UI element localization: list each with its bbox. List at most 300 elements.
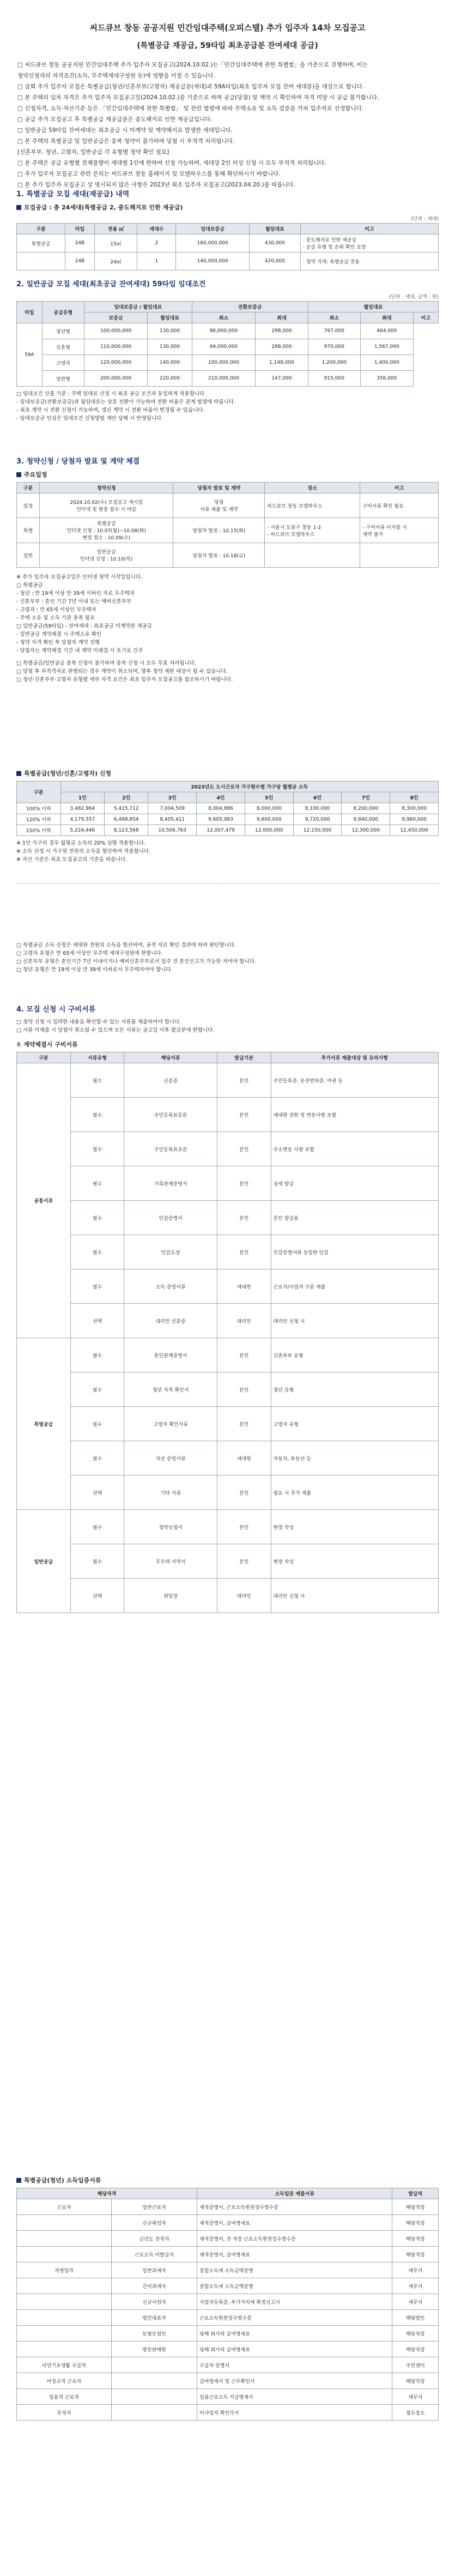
- type-cell: 59A: [17, 323, 43, 387]
- col-header: 최소: [192, 312, 256, 323]
- table-cell: 세대원: [217, 1441, 271, 1476]
- table-row: [17, 323, 439, 339]
- table-row: [17, 1441, 439, 1476]
- table-cell: 9,720,000: [293, 814, 342, 825]
- note-line: □ 일반공급(59타입) - 잔여세대 : 최초공급 미계약분 재공급: [16, 623, 152, 629]
- table-cell: 1,200,000: [308, 355, 360, 371]
- table-cell: 주소변동 사항 포함: [271, 1132, 438, 1166]
- group-cell: 일반공급: [17, 1510, 71, 1613]
- table-cell: 120% 이하: [17, 814, 61, 825]
- intro-notes: [0, 51, 455, 188]
- intro-line: □ 공급 추가 모집공고 후 특별공급 재공급분은 중도해지로 인한 재공급입니다.: [17, 116, 213, 123]
- table-cell: 인감도장: [124, 1235, 217, 1269]
- table-cell: 당첨자 발표 : 10.15(화): [173, 518, 265, 543]
- table-row: [17, 825, 439, 836]
- square-bullet-icon: [16, 205, 21, 210]
- page-subtitle: (특별공급 재공급, 59타입 최초공급분 잔여세대 공급): [137, 41, 318, 50]
- table-cell: 본인: [217, 1098, 271, 1132]
- table-row: [17, 1407, 439, 1441]
- table-cell: 청년형: [42, 323, 84, 339]
- square-bullet-icon: [16, 472, 21, 477]
- table-cell: 210,000,000: [192, 371, 256, 387]
- table-cell: 필수: [70, 1063, 124, 1098]
- note-line: - 신혼부부 : 혼인 기간 7년 이내 또는 예비신혼부부: [16, 599, 132, 605]
- col-header: 해당자격: [17, 2188, 197, 2199]
- table-cell: 767,000: [308, 323, 360, 339]
- table-row: [17, 2278, 439, 2294]
- table-cell: 8,100,000: [293, 803, 342, 814]
- table-row: [17, 1544, 439, 1579]
- table-cell: [111, 2405, 197, 2421]
- intro-line: □ 본 주택의 특별공급 및 일반공급은 중복 청약이 불가하며 당첨 시 부적격 처리됩니다.: [17, 138, 235, 145]
- table-row: [17, 1338, 439, 1373]
- table-cell: 종합소득세 소득금액증명: [197, 2278, 392, 2294]
- table-cell: 수급자 증명서: [197, 2357, 392, 2373]
- table-cell: 청년 유형: [271, 1373, 438, 1407]
- unit-label: (단위 : 세대, 금액 : 원): [389, 294, 439, 300]
- col-header: 구분: [17, 224, 65, 234]
- table-cell: 8,200,000: [342, 803, 390, 814]
- table-row: [17, 2357, 439, 2373]
- table-cell: 일용근로소득 지급명세서: [197, 2389, 392, 2405]
- divider: [16, 883, 439, 884]
- table-cell: 필수: [70, 1132, 124, 1166]
- table-cell: 세무서: [392, 2294, 439, 2310]
- col-header: 6인: [293, 792, 342, 803]
- col-header: 서류유형: [70, 1052, 124, 1063]
- table-cell: [17, 2326, 112, 2342]
- table-cell: 일반: [17, 543, 40, 568]
- note-line: ※ 1인 가구의 경우 월평균 소득의 20% 상향 적용합니다.: [16, 840, 145, 846]
- table-cell: 100% 이하: [17, 803, 61, 814]
- table-row: [17, 2373, 439, 2389]
- note-line: □ 특별공급/일반공급 중복 신청이 불가하며 중복 신청 시 모두 무효 처리됩니다.: [16, 660, 196, 666]
- table-cell: [111, 2357, 197, 2373]
- note-line: □ 특별공급: [16, 582, 43, 588]
- table-cell: 본인: [217, 1544, 271, 1579]
- table-cell: [265, 543, 360, 568]
- schedule-notes-2: [16, 659, 439, 684]
- table-cell: 접수장소: [392, 2405, 439, 2421]
- table-cell: 필수: [70, 1235, 124, 1269]
- table-cell: 일용직 근로자: [17, 2389, 112, 2405]
- table-row: [17, 2294, 439, 2310]
- unit-label: (단위 : 세대): [411, 216, 439, 222]
- table-cell: 신규취업자: [111, 2215, 197, 2231]
- square-bullet-icon: [16, 771, 21, 776]
- sublabel-text: 특별공급(청년) 소득입증서류: [24, 2177, 101, 2184]
- schedule-notes: [16, 573, 439, 655]
- table-cell: 해당직장: [392, 2247, 439, 2262]
- table-cell: 288,000: [256, 339, 308, 355]
- section-documents: [16, 1003, 439, 1613]
- table-row: [17, 2342, 439, 2357]
- table-row: [17, 1132, 439, 1166]
- table-cell: 1: [137, 252, 176, 270]
- col-header: 타입: [65, 224, 94, 234]
- table-cell: 200,000,000: [84, 371, 148, 387]
- square-bullet-icon: [16, 2178, 21, 2183]
- table-cell: 급여명세서 및 근무확인서: [197, 2373, 392, 2389]
- table-cell: 147,000: [256, 371, 308, 387]
- table-cell: 8,123,568: [105, 825, 148, 836]
- table-cell: 대리인 신분증: [124, 1304, 217, 1338]
- table-row: [17, 543, 439, 568]
- table-caption: 2023년도 도시근로자 가구원수별 가구당 월평균 소득: [60, 781, 438, 792]
- table-cell: 9,840,000: [342, 814, 390, 825]
- page-title: 씨드큐브 창동 공공지원 민간임대주택(오피스텔) 추가 입주자 14차 모집공고: [89, 23, 366, 33]
- table-cell: 필수: [70, 1544, 124, 1579]
- col-header: 최대: [361, 312, 413, 323]
- section-income-criteria: [16, 769, 439, 864]
- note-line: □ 고령자 유형은 만 65세 이상인 무주택 세대구성원에 한합니다.: [16, 950, 163, 956]
- group-cell: 특별공급: [17, 1338, 71, 1510]
- section-sublabel: [16, 203, 439, 212]
- table-cell: 일정: [17, 493, 40, 518]
- table-cell: 8,004,986: [197, 803, 245, 814]
- section-title: 3. 청약신청 / 당첨자 발표 및 계약 체결: [16, 458, 140, 466]
- table-cell: 위임장: [124, 1579, 217, 1613]
- table-cell: 12,450,000: [390, 825, 439, 836]
- table-cell: 464,000: [361, 323, 413, 339]
- table-cell: 인감증명서: [124, 1201, 217, 1235]
- table-cell: 세무서: [392, 2262, 439, 2278]
- intro-line: □ 본 추가 입주자 모집공고 상 명시되지 않은 사항은 2023년 최초 입주자 모집공고(2023.04.20.)를 따릅니다.: [17, 182, 296, 188]
- table-row: [17, 1476, 439, 1510]
- section-special-supply: [16, 188, 439, 270]
- table-cell: 356,000: [361, 371, 413, 387]
- table-cell: 해당직장: [392, 2231, 439, 2247]
- table-cell: 무주택 서약서: [124, 1544, 217, 1579]
- section-sublabel: [16, 769, 439, 778]
- intro-line: □ 신청자격, 소득·자산기준 등은 「민간임대주택에 관한 특별법」 및 관련 법령에 따라 주택소유 및 소득 검증을 거쳐 입주자로 선정합니다.: [17, 105, 364, 112]
- col-header: 발급기준: [217, 1052, 271, 1063]
- table-cell: - 구비서류 미지참 시 계약 불가: [360, 518, 439, 543]
- intro-line: □ 일반공급 59타입 잔여세대는 최초공급 시 미계약 및 계약해지로 발생한 세대입니다.: [17, 127, 233, 134]
- table-row: [17, 1063, 439, 1098]
- intro-line: □ 씨드큐브 창동 공공지원 민간임대주택 추가 입주자 모집공고(2024.10.02.)는「민간임대주택에 관한 특별법」을 기준으로 진행하며, 이는: [17, 62, 368, 68]
- table-cell: 15㎡: [94, 234, 137, 252]
- col-header: 7인: [342, 792, 390, 803]
- table-cell: · 중도해지로 인한 재공급 · 공급 유형 및 순위 확인 요망: [300, 234, 438, 252]
- table-cell: 현장 작성: [271, 1544, 438, 1579]
- intro-line: 청약신청자의 자격조건(소득, 무주택세대구성원 등)에 영향을 미칠 수 있습니다.: [17, 73, 215, 79]
- table-cell: 재직증명서, 근로소득원천징수영수증: [197, 2199, 392, 2215]
- note-line: □ 청년 유형은 만 19세 이상 만 39세 이하로서 무주택자여야 합니다.: [16, 967, 173, 973]
- note-line: - 청약 자격 확인 후 당첨자 계약 진행: [16, 640, 100, 646]
- table-cell: 필수: [70, 1098, 124, 1132]
- col-header: 3인: [148, 792, 197, 803]
- table-cell: 필수: [70, 1201, 124, 1235]
- table-cell: 비사업자 확인각서: [197, 2405, 392, 2421]
- table-cell: 220,000: [148, 371, 192, 387]
- table-cell: 8,405,411: [148, 814, 197, 825]
- table-cell: 430,000: [249, 234, 300, 252]
- col-header: 구분: [17, 483, 40, 493]
- intro-line: □ 본 주택의 임차 자격은 추가 입주자 모집공고일(2024.10.02.)을 기준으로 하며 공급(당첨) 및 계약 시 확인하여 자격 미달 시 공급 불가합니다.: [17, 94, 379, 101]
- table-row: [17, 2310, 439, 2326]
- table-row: [17, 2262, 439, 2278]
- sublabel-text: 주요일정: [24, 471, 47, 478]
- table-cell: 해당직장: [392, 2373, 439, 2389]
- table-cell: 본인: [217, 1510, 271, 1544]
- table-row: [17, 2215, 439, 2231]
- section-income-rules: [16, 938, 439, 974]
- table-cell: 비정규직 근로자: [17, 2373, 112, 2389]
- table-cell: 재직증명서, 급여명세표: [197, 2247, 392, 2262]
- group-cell: 공통서류: [17, 1063, 71, 1338]
- table-cell: 신혼형: [42, 339, 84, 355]
- table-cell: 종합소득세 소득금액증명: [197, 2262, 392, 2278]
- table-row: [17, 339, 439, 355]
- table-cell: 필수: [70, 1166, 124, 1201]
- table-cell: 해당직장: [392, 2342, 439, 2357]
- table-cell: 고령자 유형: [271, 1407, 438, 1441]
- table-row: [17, 814, 439, 825]
- intro-line: □ 추가 입주자 모집공고 관련 문의는 씨드큐브 창동 홈페이지 및 모델하우스를 통해 확인하시기 바랍니다.: [17, 171, 281, 177]
- col-header: 보증금: [84, 312, 148, 323]
- col-header: 8인: [390, 792, 439, 803]
- table-cell: 130,000: [148, 339, 192, 355]
- table-cell: 해당직장: [392, 2215, 439, 2231]
- table-cell: 현장 작성: [271, 1510, 438, 1544]
- col-header: 공급유형: [42, 302, 84, 323]
- note-line: - 당첨자는 계약체결 기간 내 계약 미체결 시 포기로 간주: [16, 648, 143, 654]
- table-cell: 선택: [70, 1579, 124, 1613]
- table-cell: 160,000,000: [176, 234, 250, 252]
- table-cell: · 청약 자격: 특별공급 전용: [300, 252, 438, 270]
- note-line: - 일반공급 계약체결 시 주택소유 확인: [16, 631, 102, 637]
- section-sublabel: [16, 470, 439, 479]
- col-header: 1인: [60, 792, 104, 803]
- table-cell: 6,498,854: [105, 814, 148, 825]
- income-table: [16, 781, 439, 836]
- table-cell: 본인: [217, 1476, 271, 1510]
- table-cell: 본인: [217, 1201, 271, 1235]
- table-cell: 기타 서류: [124, 1476, 217, 1510]
- note-line: - 최초 계약 시 전환 신청이 가능하며, 갱신 계약 시 전환 비율이 변경될 수 있습니다.: [16, 407, 205, 413]
- table-cell: 특별: [17, 518, 40, 543]
- table-cell: 본인 발급용: [271, 1201, 438, 1235]
- table-cell: 100,000,000: [192, 355, 256, 371]
- table-cell: 신혼부부 유형: [271, 1338, 438, 1373]
- table-cell: 근로소득원천징수영수증: [197, 2310, 392, 2326]
- table-cell: 국민기초생활 수급자: [17, 2357, 112, 2373]
- table-cell: 주민등록표초본: [124, 1132, 217, 1166]
- table-row: [17, 2405, 439, 2421]
- table-row: [17, 2326, 439, 2342]
- sublabel-text: 모집공급 : 총 24세대(특별공급 2, 중도해지로 인한 재공급): [24, 204, 183, 211]
- table-cell: 고령자: [42, 355, 84, 371]
- col-header: 전용 ㎡: [94, 224, 137, 234]
- table-cell: 1,567,000: [361, 339, 413, 355]
- table-cell: 근로자/사업자 구분 제출: [271, 1269, 438, 1304]
- table-row: [17, 2389, 439, 2405]
- col-header: 최대: [256, 312, 308, 323]
- col-header: 해당서류: [124, 1052, 217, 1063]
- table-cell: 당해 회사의 급여명세표: [197, 2326, 392, 2342]
- table-cell: 재직증명서, 전 직장 근로소득원천징수영수증: [197, 2231, 392, 2247]
- table-cell: 110,000,000: [84, 339, 148, 355]
- table-cell: [17, 252, 65, 270]
- table-cell: 방문판매원: [111, 2342, 197, 2357]
- table-cell: 970,000: [308, 339, 360, 355]
- table-cell: 구비서류 확인 필요: [360, 493, 439, 518]
- table-cell: 해당법인: [392, 2310, 439, 2326]
- intro-line: [신혼부부, 청년, 고령자, 일반공급 각 유형별 청약 확인 필요]: [17, 149, 169, 155]
- schedule-table: [16, 482, 439, 568]
- col-header: 당첨자 발표 및 계약: [173, 483, 265, 493]
- table-row: [17, 2199, 439, 2215]
- table-cell: 자산 증빙서류: [124, 1441, 217, 1476]
- table-cell: 청약신청서: [124, 1510, 217, 1544]
- table-cell: 5,224,446: [60, 825, 104, 836]
- table-row: [17, 1304, 439, 1338]
- note-line: □ 청약 신청 시 입력한 내용을 확인할 수 있는 서류를 제출하여야 합니다.: [16, 1019, 181, 1025]
- table-cell: 당해 회사의 급여명세표: [197, 2342, 392, 2357]
- section-title: 4. 모집 신청 시 구비서류: [16, 1006, 96, 1014]
- col-header: 세대수: [137, 224, 176, 234]
- table-cell: 140,000: [148, 355, 192, 371]
- table-cell: [17, 2310, 112, 2326]
- table-cell: [17, 2278, 112, 2294]
- table-cell: 무직자: [17, 2405, 112, 2421]
- table-cell: 일반공급 인터넷 신청 : 10.10(목): [39, 543, 173, 568]
- sublabel-text: 특별공급(청년/신혼/고령자) 신청: [24, 770, 112, 777]
- table-cell: 필수: [70, 1373, 124, 1407]
- table-cell: 신분증: [124, 1063, 217, 1098]
- table-cell: 보험모집인: [111, 2326, 197, 2342]
- table-cell: 본인: [217, 1063, 271, 1098]
- note-line: - 임대보증금 인상은 임대조건 신청방법 재안 당해 시 반영됩니다.: [16, 416, 163, 422]
- table-cell: 130,000: [148, 323, 192, 339]
- table-cell: 대리인 신청 시: [271, 1579, 438, 1613]
- table-row: [17, 371, 439, 387]
- table-cell: 420,000: [249, 252, 300, 270]
- table-cell: 법인대표자: [111, 2310, 197, 2326]
- table-row: [17, 518, 439, 543]
- col-header: 구분: [17, 781, 61, 803]
- table-cell: [17, 2215, 112, 2231]
- table-row: [17, 1269, 439, 1304]
- table-row: [17, 1235, 439, 1269]
- table-cell: - 서울시 도봉구 창동 1-2 - 씨드큐브 모델하우스: [265, 518, 360, 543]
- section-general-supply: [16, 278, 439, 423]
- table-row: [17, 1201, 439, 1235]
- table-row: [17, 2247, 439, 2262]
- table-cell: 세대원: [217, 1269, 271, 1304]
- table-cell: 선택: [70, 1476, 124, 1510]
- col-header: 월임대료: [148, 312, 192, 323]
- col-header: 4인: [197, 792, 245, 803]
- table-cell: 본인: [217, 1235, 271, 1269]
- table-cell: 필수: [70, 1407, 124, 1441]
- income-rules-notes: [16, 941, 439, 974]
- table-cell: 청년 자격 확인서: [124, 1373, 217, 1407]
- table-cell: 24㎡: [94, 252, 137, 270]
- table-cell: 본인: [217, 1407, 271, 1441]
- table-cell: 대리인 신청 시: [271, 1304, 438, 1338]
- table-row: [17, 1098, 439, 1132]
- table-cell: [17, 2342, 112, 2357]
- table-row: [17, 803, 439, 814]
- table-cell: 상세 발급: [271, 1166, 438, 1201]
- table-cell: 해당직장: [392, 2199, 439, 2215]
- col-group-header: 전환보증금: [192, 302, 308, 312]
- table-cell: 1,148,000: [256, 355, 308, 371]
- table-cell: 사업자등록증, 부가가치세 확정신고서: [197, 2294, 392, 2310]
- table-row: [17, 493, 439, 518]
- table-cell: 씨드큐브 창동 모델하우스: [265, 493, 360, 518]
- table-cell: 필요 시 추가 제출: [271, 1476, 438, 1510]
- table-cell: 일반근로자: [111, 2199, 197, 2215]
- section-title: 1. 특별공급 모집 세대(재공급) 내역: [16, 190, 130, 198]
- income-notes: [16, 839, 439, 864]
- col-header: 최소: [308, 312, 360, 323]
- table-cell: 5,415,712: [105, 803, 148, 814]
- table-cell: 일반과세자: [111, 2262, 197, 2278]
- table-cell: 소득 증빙서류: [124, 1269, 217, 1304]
- table-row: [17, 2231, 439, 2247]
- table-row: [17, 1166, 439, 1201]
- col-header: 소득입증 제출서류: [197, 2188, 392, 2199]
- col-header: 월임대료: [249, 224, 300, 234]
- col-header: 추가서류 제출대상 및 유의사항: [271, 1052, 438, 1063]
- table-cell: [111, 2373, 197, 2389]
- special-supply-table: [16, 223, 439, 270]
- col-header: 타입: [17, 302, 43, 323]
- table-cell: 특별공급 인터넷 신청 : 10.07(월)~10.08(화) 현장 접수 : 10.09(수): [39, 518, 173, 543]
- col-header: 구분: [17, 1052, 71, 1063]
- table-cell: 915,000: [308, 371, 360, 387]
- table-cell: [17, 2231, 112, 2247]
- intro-line: □ 본 주택은 공급 유형별 전체물량이 세대별 1인에 한하여 신청 가능하며, 세대당 2인 이상 신청 시 모두 부적격 처리됩니다.: [17, 160, 326, 166]
- table-cell: 2: [137, 234, 176, 252]
- note-line: - 고령자 : 만 65세 이상인 무주택자: [16, 607, 96, 613]
- note-line: □ 서류 미제출 시 당첨이 취소될 수 있으며 모든 서류는 공고일 이후 발급분에 한합니다.: [16, 1027, 215, 1033]
- table-cell: 특별공급: [17, 234, 65, 252]
- table-cell: 세무서: [392, 2278, 439, 2294]
- table-cell: 7,004,509: [148, 803, 197, 814]
- table-cell: 9,605,983: [197, 814, 245, 825]
- section-sublabel: [16, 2176, 439, 2184]
- note-line: - 청년 : 만 19세 이상 만 39세 이하인 자로 무주택자: [16, 591, 135, 597]
- table-cell: 12,000,000: [245, 825, 293, 836]
- note-line: □ 임대조건 산출 기준 : 주택 임대료 산정 시 최초 공급 조건과 동일하게 적용합니다.: [16, 391, 207, 397]
- table-cell: 140,000,000: [176, 252, 250, 270]
- section-title: 2. 일반공급 모집 세대(최초공급 잔여세대) 59타입 임대조건: [16, 280, 206, 288]
- table-cell: 당첨 서류 제출 및 계약: [173, 493, 265, 518]
- section-schedule: [16, 455, 439, 684]
- general-supply-table: [16, 301, 439, 387]
- table-cell: [111, 2389, 197, 2405]
- table-cell: 선택: [70, 1304, 124, 1338]
- table-cell: 금년도 전직자: [111, 2231, 197, 2247]
- notice-header: [0, 0, 455, 51]
- col-group-header: 월임대료: [308, 302, 438, 312]
- table-cell: 고령자 확인서류: [124, 1407, 217, 1441]
- note-line: □ 신혼부부 유형은 혼인기간 7년 이내이거나 예비신혼부부로서 입주 전 혼인신고가 가능한 자여야 합니다.: [16, 959, 256, 965]
- table-cell: 100,000,000: [84, 323, 148, 339]
- table-cell: 본인: [217, 1373, 271, 1407]
- table-cell: 필수: [70, 1269, 124, 1304]
- table-cell: [17, 2294, 112, 2310]
- table-row: [17, 1579, 439, 1613]
- table-cell: 본인: [217, 1338, 271, 1373]
- table-cell: 2024.10.02(수) 모집공고 게시일 인터넷 및 현장 접수 시 마감: [39, 493, 173, 518]
- intro-line: □ 금회 추가 입주자 모집은 특별공급(청년/신혼부부/고령자) 재공급분(세대)과 59A타입(최초 입주자 모집 잔여 세대분)을 대상으로 합니다.: [17, 83, 365, 90]
- table-cell: 9,600,000: [245, 814, 293, 825]
